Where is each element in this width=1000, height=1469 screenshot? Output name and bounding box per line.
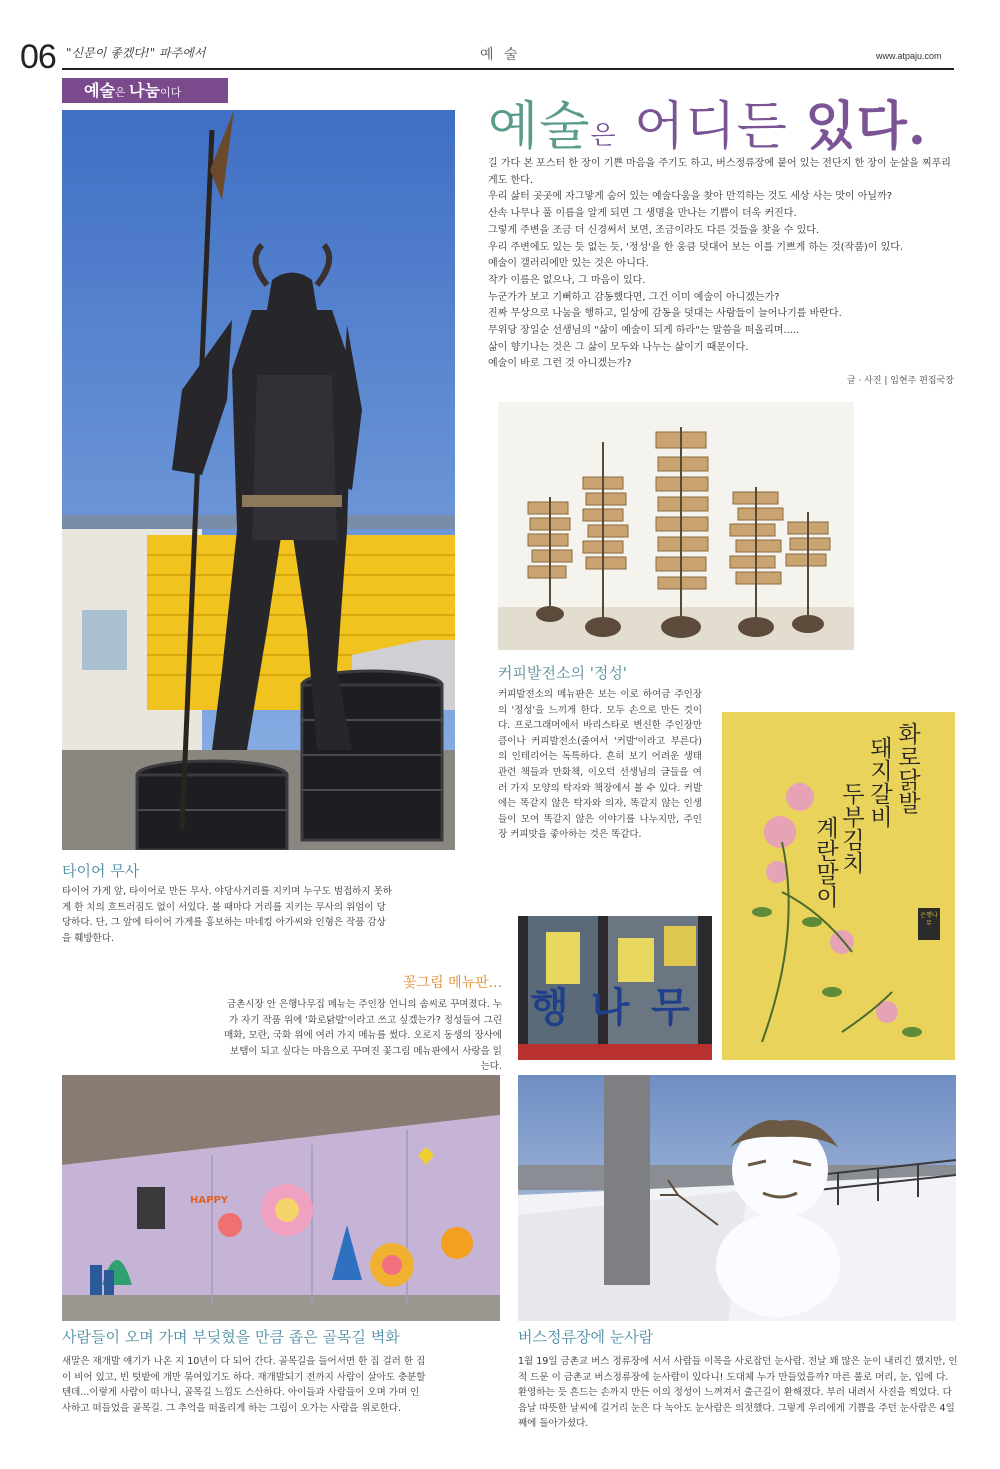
intro-line: 작가 이름은 없으나, 그 마음이 있다. (488, 274, 646, 286)
intro-line: 우리 삶터 곳곳에 자그맣게 숨어 있는 예술다움을 찾아 만끽하는 것도 세상 사는 맛이 아닐까? (488, 191, 893, 203)
header-rule (62, 68, 954, 70)
byline: 글 · 사진 | 임현주 편집국장 (846, 376, 954, 386)
headline-word-anywhere: 어디든 (616, 97, 806, 157)
intro-line: 진짜 무상으로 나눔을 행하고, 일상에 감동을 덧대는 사람들이 늘어나기를 바란다. (488, 308, 842, 320)
seal-stamp: 은행나무 (918, 908, 940, 940)
caption-body-snowman (518, 1354, 958, 1432)
caption-paragraph: 새말은 재개발 얘기가 나온 지 10년이 다 되어 간다. 골목길을 들어서면 한 집 걸러 한 집이 비어 있고, 빈 텃밭에 개만 묶여있기도 하다. 재개발되기 전까지 사람이 살아도 충분할 텐데...이렇게 사람이 떠나니, 골목길 느낌도 스산하다. 아이들과 사람들이 오며 가며 인사하고 떠들었을 골목길. 그 추억을 떠올리게 하는 그림이 오가는 사람을 위로한다. (62, 1356, 426, 1414)
intro-line: 길 가다 본 포스터 한 장이 기쁜 마음을 주기도 하고, 버스정류장에 붙어 있는 전단지 한 장이 눈살을 찌푸리게도 한다. (488, 158, 951, 186)
caption-title-warrior: 타이어 무사 (62, 862, 140, 880)
page-number: 06 (20, 38, 56, 76)
publication-tagline: "신문이 좋겠다!" 파주에서 (66, 46, 206, 60)
caption-body-coffee (498, 687, 702, 843)
caption-body-flower (222, 997, 502, 1075)
banner-word-art: 예술 (84, 81, 115, 100)
banner-word-sharing: 나눔 (129, 81, 160, 100)
section-banner (62, 78, 228, 103)
snowman-photo (518, 1075, 956, 1321)
intro-line: 무위당 장일순 선생님의 "삶이 예술이 되게 하라"는 말씀을 떠올리며..... (488, 325, 800, 337)
caption-body-mural (62, 1354, 426, 1416)
intro-line: 산속 나무나 풀 이름을 알게 되면 그 생명을 만나는 기쁨이 더욱 커진다. (488, 208, 797, 220)
headline-word-exists: 있다. (805, 96, 927, 157)
calligraphy-column: 화로닭발 (894, 722, 920, 814)
intro-line: 예술이 갤러리에만 있는 것은 아니다. (488, 258, 649, 270)
intro-line: 삶이 향기나는 것은 그 삶이 모두와 나누는 삶이기 때문이다. (488, 341, 749, 353)
intro-text (488, 156, 956, 373)
site-url[interactable]: www.atpaju.com (876, 51, 942, 61)
tire-warrior-photo (62, 110, 455, 850)
caption-paragraph: 타이어 가게 앞, 타이어로 만든 무사. 야당사거리를 지키며 누구도 범접하지 못하게 한 치의 흐트러짐도 없이 서있다. 볼 때마다 거리를 지키는 무사의 위엄이 당당하다. 단, 그 앞에 타이어 가게를 홍보하는 마네킹 아가씨와 인형은 작품 감상을 훼방한다. (62, 886, 392, 944)
intro-line: 예술이 바로 그런 것 아니겠는가? (488, 358, 632, 370)
caption-title-flower: 꽃그림 메뉴판... (403, 975, 502, 991)
section-title: 예 술 (480, 47, 521, 63)
headline-particle: 은 (590, 121, 617, 151)
caption-title-coffee: 커피발전소의 '정성' (498, 664, 627, 682)
caption-body-warrior (62, 884, 392, 946)
caption-paragraph: 커피발전소의 메뉴판은 보는 이로 하여금 주인장의 '정성'을 느끼게 한다. 모두 손으로 만든 것이다. 프로그래머에서 바리스타로 변신한 주인장만큼이나 커피발전소(줄여서 '커발'이라고 부른다)의 인테리어는 독특하다. 흔히 보기 어려운 생태관련 책들과 만화책, 이오덕 선생님의 글들을 여러 가지 모양의 탁자와 책장에서 볼 수 있다. 커발에는 똑같지 않은 탁자와 의자, 똑같지 않는 인생들이 모여 똑같지 않은 이야기를 나누지만, 주인장 커피맛을 좋아하는 것은 똑같다. (498, 689, 702, 841)
calligraphy-column: 계란말이 (812, 816, 838, 908)
calligraphy-menu-photo (722, 712, 955, 1060)
caption-paragraph: 1월 19일 금촌교 버스 정류장에 서서 사람들 이목을 사로잡던 눈사람. 전날 꽤 많은 눈이 내리긴 했지만, 인적 드문 이 금촌교 버스정류장에 눈사람이 있다니! 도대체 누가 만들었을까? 마른 풀로 머리, 눈, 입에 다. 환영하는 듯 흔드는 손까지 만든 이의 정성이 느껴져서 출근길이 환해졌다. 부러 내려서 사진을 찍었다. 다음날 따뜻한 날씨에 길거리 눈은 다 녹아도 눈사람은 의젓했다. 그렇게 우리에게 기쁨을 주던 눈사람은 4일째에 돌아가셨다. (518, 1356, 958, 1430)
caption-title-snowman: 버스정류장에 눈사람 (518, 1328, 654, 1346)
storefront-photo (518, 916, 712, 1060)
banner-particle: 은 (114, 86, 130, 99)
calligraphy-column: 돼지갈비 (866, 736, 892, 828)
calligraphy-column: 두부김치 (838, 782, 864, 874)
store-sign: 행 나 무 (530, 985, 694, 1031)
intro-line: 우리 주변에도 있는 듯 없는 듯, '정성'을 한 웅큼 덧대어 보는 이를 기쁘게 하는 것(작품)이 있다. (488, 241, 904, 253)
mural-text: HAPPY (190, 1195, 229, 1206)
article-headline (488, 84, 927, 159)
intro-line: 누군가가 보고 기뻐하고 감동했다면, 그건 이미 예술이 아니겠는가? (488, 291, 780, 303)
alley-mural-photo (62, 1075, 500, 1321)
caption-title-mural: 사람들이 오며 가며 부딪혔을 만큼 좁은 골목길 벽화 (62, 1328, 400, 1346)
banner-suffix: 이다 (159, 86, 182, 99)
caption-paragraph: 금촌시장 안 은행나무집 메뉴는 주인장 언니의 솜씨로 꾸며졌다. 누가 자기 작품 위에 '화로닭발'이라고 쓰고 싶겠는가? 정성들여 그린 매화, 모란, 국화 위에 여러 가지 메뉴를 썼다. 오로지 동생의 장사에 보탬이 되고 싶다는 마음으로 꾸며진 꽃그림 메뉴판에서 사랑을 읽는다. (224, 999, 502, 1073)
intro-line: 그렇게 주변을 조금 더 신경써서 보면, 조금이라도 다른 것들을 찾을 수 있다. (488, 224, 820, 236)
headline-word-art: 예술 (488, 97, 591, 157)
coffee-menu-photo (498, 402, 854, 650)
